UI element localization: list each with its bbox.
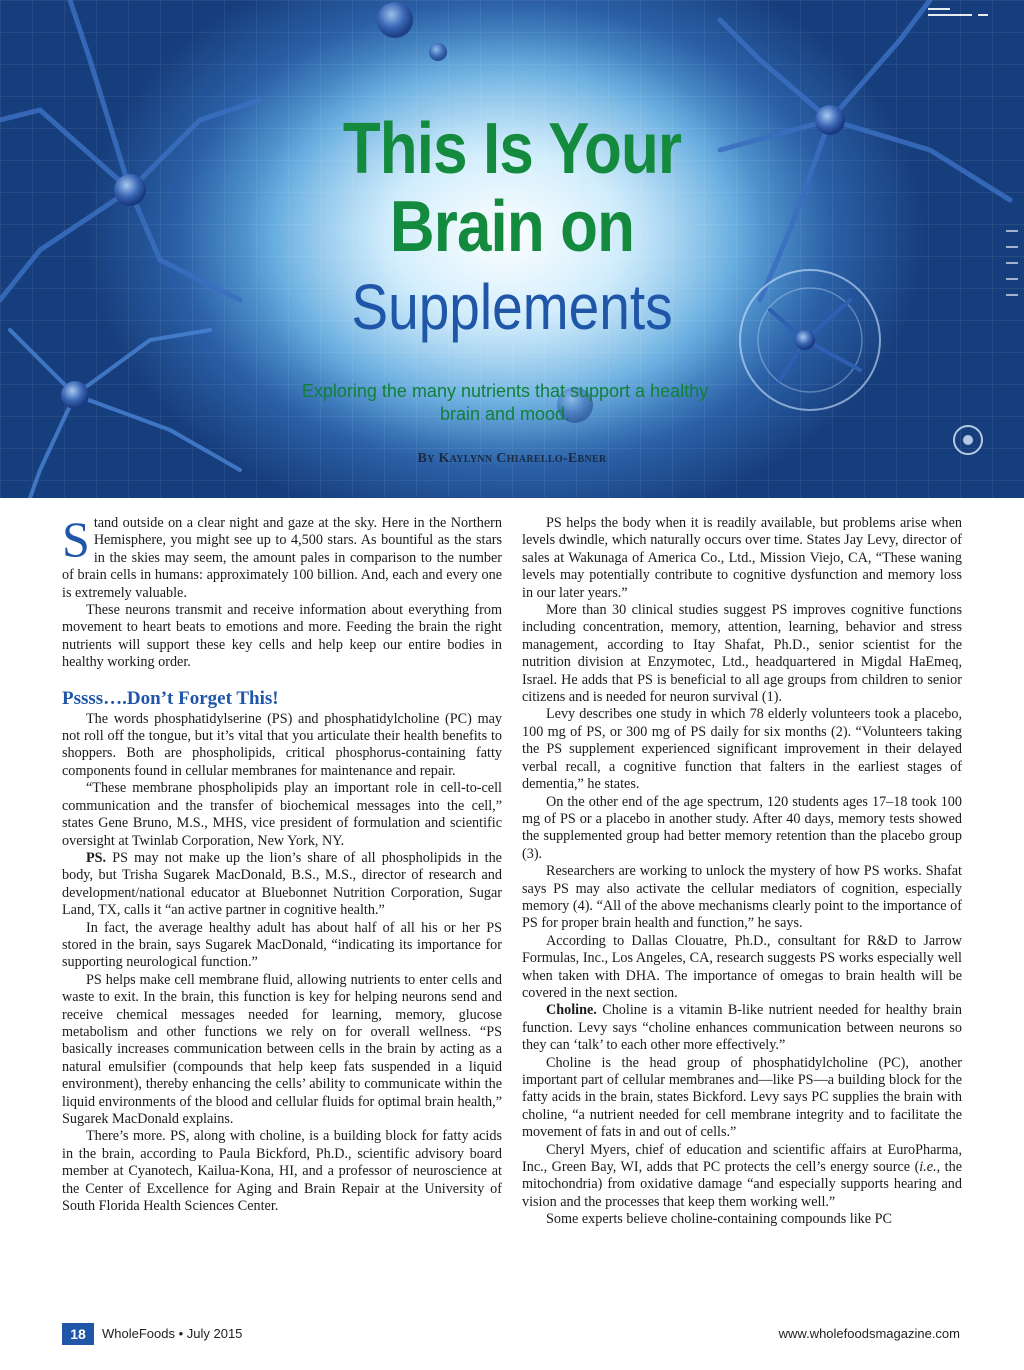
footer-url: www.wholefoodsmagazine.com <box>778 1326 960 1341</box>
myers-text-a: Cheryl Myers, chief of education and scientific affairs at EuroPharma, Inc., Green Bay, WI, adds that PC protects the cell’s energy source ( <box>522 1141 962 1176</box>
ps-lead: PS. <box>86 849 107 866</box>
choline-lead: Choline. <box>546 1002 597 1019</box>
myers-text-b: the mitochondria) from oxidative damage “and especially supports hearing and vision and the processes that keep them working well.” <box>522 1159 962 1210</box>
title-line-1: This Is Your <box>342 109 682 189</box>
paragraph: PS helps make cell membrane fluid, allowing nutrients to enter cells and waste to exit. In the brain, this function is key for helping neurons send and receive chemical messages needed for learning, memory, glucose metabolism and other functions we rely on for overall wellness. “PS basically increases communication between cells in the brain by acting as a natural emulsifier (compounds that help keep fats suspended in a liquid environment), thereby enhancing the cells’ ability to communicate within the liquid environments of the blood and cellular fluids for optimal brain health,” Sugarek MacDonald explains. <box>62 971 502 1127</box>
paragraph: In fact, the average healthy adult has about half of all his or her PS stored in the brain, says Sugarek MacDonald, “indicating its importance for supporting neurological function.” <box>62 919 502 971</box>
title-line-2: Brain on <box>389 187 635 267</box>
footer-magazine: WholeFoods • July 2015 <box>102 1326 243 1341</box>
paragraph: According to Dallas Clouatre, Ph.D., consultant for R&D to Jarrow Formulas, Inc., Los Angeles, CA, research suggests PS works especially well when taken with DHA. The importance of omegas to brain health will be covered in the next section. <box>522 932 962 1001</box>
ps-text: PS may not make up the lion’s share of all phospholipids in the body, but Trisha Sugarek MacDonald, B.S., M.S., director of research and development/national educator at Bluebonnet Nutrition Corporation, Sugar Land, TX, calls it “an active partner in cognitive health.” <box>62 849 502 919</box>
title-line-3: Supplements <box>351 271 673 343</box>
paragraph <box>62 850 502 920</box>
paragraph: “These membrane phospholipids play an important role in cell-to-cell communication and the transfer of biochemical messages into the cell,” states Gene Bruno, M.S., MHS, vice president of formulation and scientific oversight at Twinlab Corporation, New York, NY. <box>62 780 502 849</box>
page-number: 18 <box>62 1323 94 1345</box>
right-column <box>522 515 962 1229</box>
paragraph: These neurons transmit and receive information about everything from movement to heart beats to emotions and more. Feeding the brain the right nutrients will support these key cells and help keep our entire bodies in healthy working order. <box>62 602 502 671</box>
choline-text: Choline is a vitamin B-like nutrient needed for healthy brain function. Levy says “choline enhances communication between neurons so they can ‘talk’ to each other more effectively.” <box>522 1002 962 1054</box>
paragraph: Some experts believe choline-containing compounds like PC <box>546 1211 892 1228</box>
paragraph: Researchers are working to unlock the mystery of how PS works. Shafat says PS may also activate the cellular mediators of cognition, especially memory (4). “All of the above mechanisms clearly point to the importance of PS for proper brain health and function,” he says. <box>522 863 962 932</box>
paragraph <box>522 1142 962 1212</box>
drop-cap: S <box>62 511 90 567</box>
hero-banner <box>0 0 1024 498</box>
paragraph: The words phosphatidylserine (PS) and phosphatidylcholine (PC) may not roll off the tongue, but it’s vital that you articulate their health benefits to shoppers. Both are phospholipids, critical phosphorus-containing fatty components found in cellular membranes for maintenance and repair. <box>62 710 502 779</box>
ie-abbrev: i.e., <box>919 1159 941 1176</box>
paragraph <box>522 1002 962 1054</box>
paragraph: PS helps the body when it is readily available, but problems arise when levels dwindle, which naturally occurs over time. States Jay Levy, director of sales at Wakunaga of America Co., Ltd., Mission Viejo, CA, “These waning levels may potentially contribute to cognitive dysfunction and memory loss in our later years.” <box>522 515 962 601</box>
intro-text: tand outside on a clear night and gaze at the sky. Here in the Northern Hemisphere, you might see up to 4,500 stars. As bountiful as the stars in the skies may seem, the amount pales in comparison to the number of brain cells in humans: approximately 100 billion. And, each and every one is extremely valuable. <box>62 515 502 601</box>
subtitle: Exploring the many nutrients that support a healthy brain and mood. <box>301 381 709 424</box>
paragraph: More than 30 clinical studies suggest PS improves cognitive functions including concentration, memory, attention, learning, behavior and stress management, according to Itay Shafat, Ph.D., senior scientist for the nutrition division at Enzymotec, Ltd., headquartered in Migdal HaEmeq, Israel. He adds that PS is beneficial to all age groups from children to senior citizens and is needed for neuron survival (1). <box>522 602 962 706</box>
paragraph: Levy describes one study in which 78 elderly volunteers took a placebo, 100 mg of PS, or 300 mg of PS daily for six months (2). “Volunteers taking the PS supplement experienced significant improvement in their delayed verbal recall, a cognitive function that falters in the earliest stages of dementia,” he states. <box>522 706 962 793</box>
paragraph: Choline is the head group of phosphatidylcholine (PC), another important part of cellular membranes and—like PS—a building block for the fatty acids in the brain, states Bickford. Levy says PC supplies the brain with choline, “a nutrient needed for cell membrane integrity and to facilitate the movement of fats in and out of cells.” <box>522 1054 962 1141</box>
left-column <box>62 511 502 1215</box>
paragraph: On the other end of the age spectrum, 120 students ages 17–18 took 100 mg of PS or a placebo in another study. After 40 days, memory tests showed the supplemented group had better memory retention than the placebo group (3). <box>522 793 962 862</box>
section-heading: Pssss….Don’t Forget This! <box>62 687 279 709</box>
intro-paragraph <box>62 511 502 602</box>
byline: By Kaylynn Chiarello-Ebner <box>417 451 607 466</box>
paragraph: There’s more. PS, along with choline, is a building block for fatty acids in the brain, according to Paula Bickford, Ph.D., scientific advisory board member at Cyanotech, Kailua-Kona, HI, and a professor of neuroscience at the Center of Excellence for Aging and Brain Repair at the University of South Florida Health Sciences Center. <box>62 1128 502 1215</box>
